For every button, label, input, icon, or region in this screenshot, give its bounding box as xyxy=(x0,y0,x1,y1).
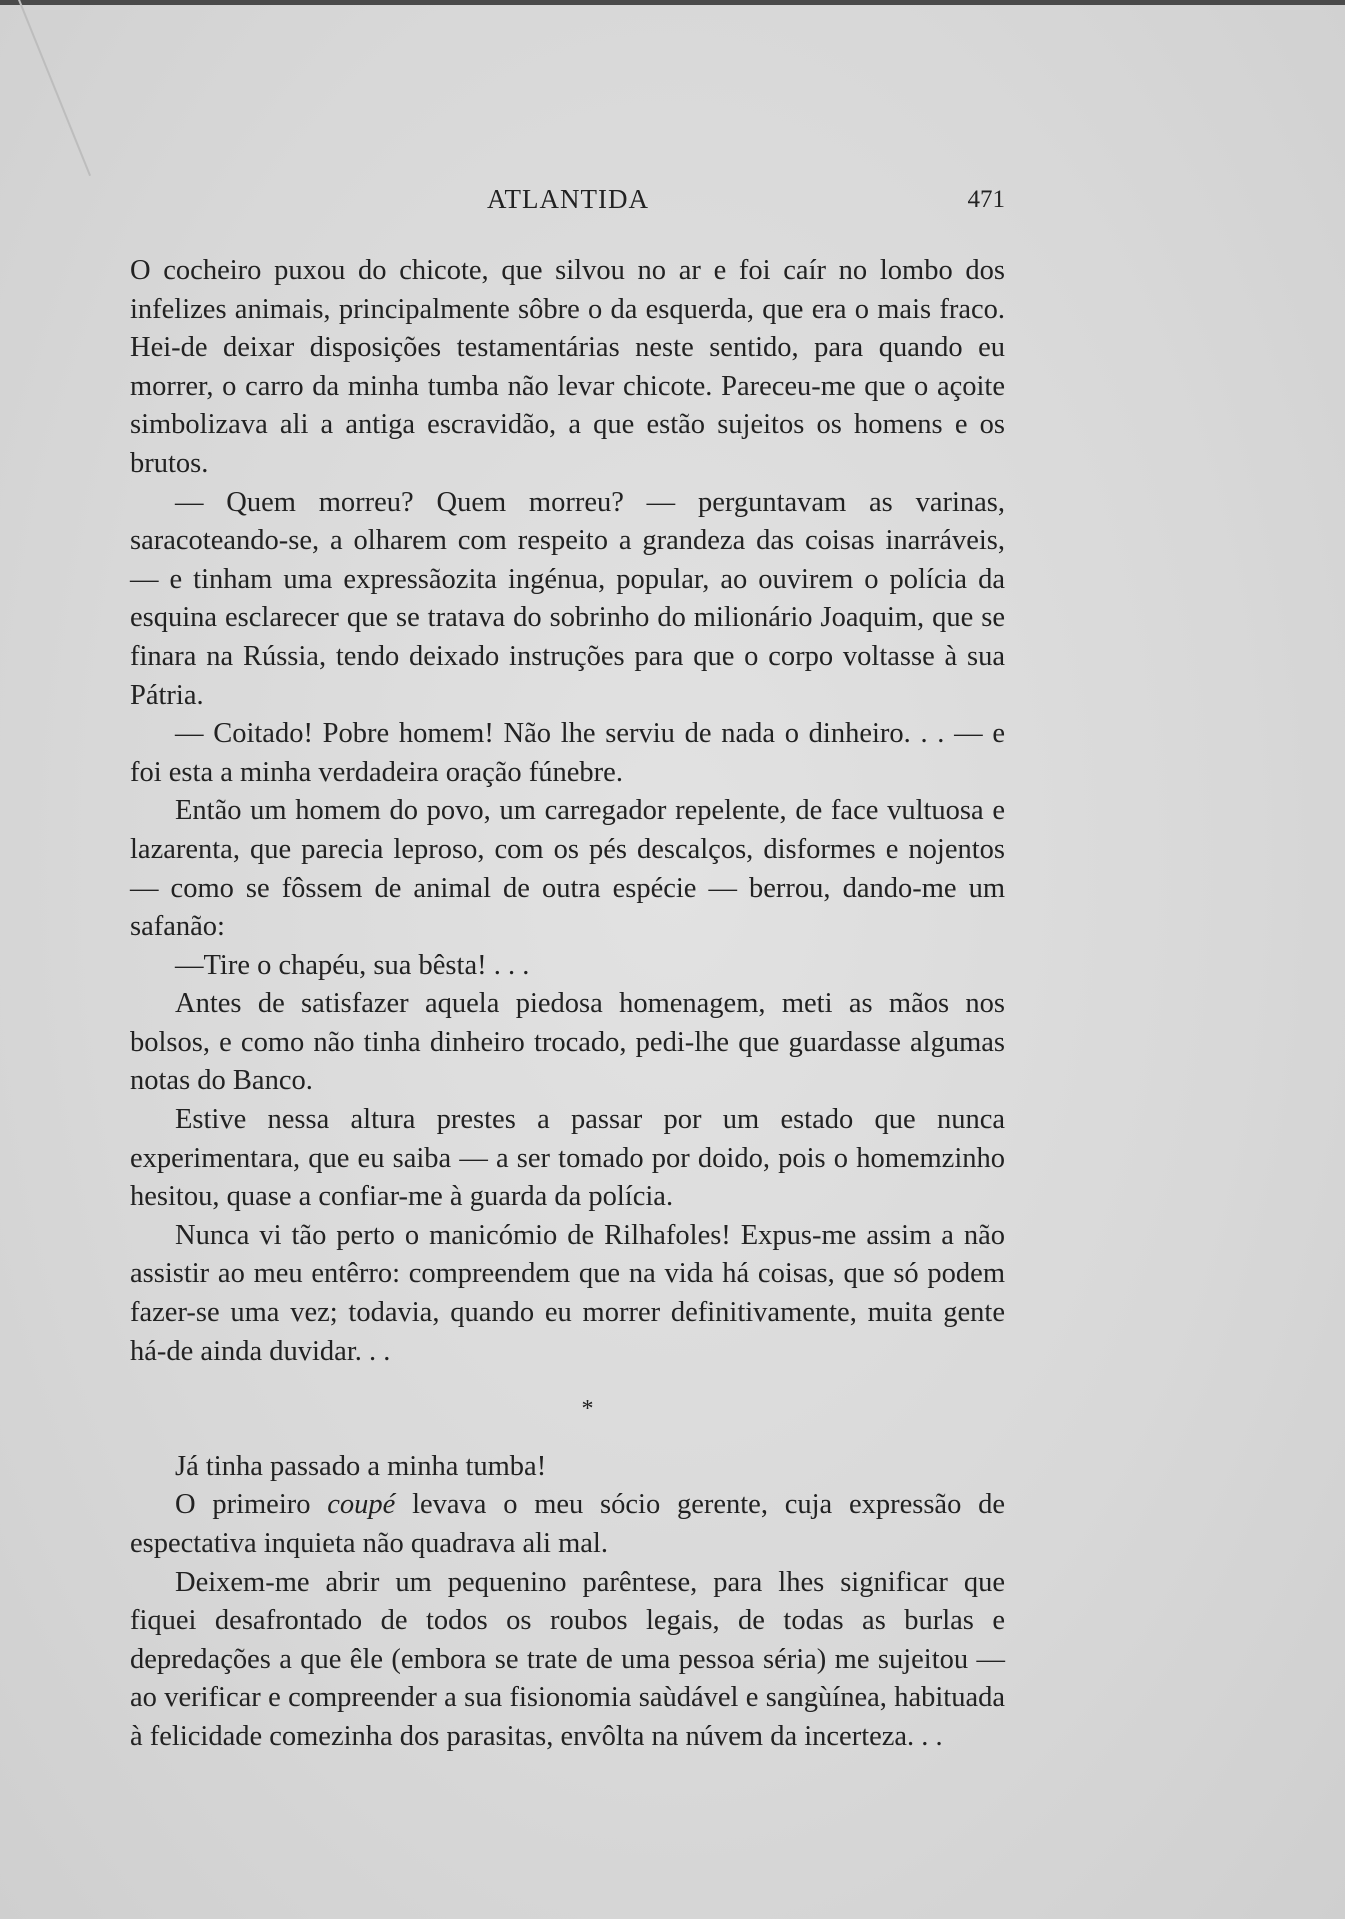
page-top-edge xyxy=(0,0,1345,5)
page-number: 471 xyxy=(967,186,1005,213)
paragraph: Antes de satisfazer aquela piedosa homenagem, meti as mãos nos bolsos, e como não tinha dinheiro trocado, pedi-lhe que guardasse algumas notas do Banco. xyxy=(130,988,1005,1097)
running-title: ATLANTIDA xyxy=(487,184,649,214)
paragraph: O cocheiro puxou do chicote, que silvou no ar e foi caír no lombo dos infelizes animais, principalmente sôbre o da esquerda, que era o mais fraco. Hei-de deixar disposições testamentárias neste sentido, para quando eu morrer, o carro da minha tumba não levar chicote. Pareceu-me que o açoite simbolizava ali a antiga escravidão, a que estão sujeitos os homens e os brutos. xyxy=(130,255,1005,479)
italic-term: coupé xyxy=(327,1489,396,1521)
paragraph xyxy=(130,1486,1005,1563)
section-gap xyxy=(130,1429,1005,1448)
paragraph: Então um homem do povo, um carregador repelente, de face vultuosa e lazarenta, que parecia leproso, com os pés descalços, disformes e nojentos — como se fôssem de animal de outra espécie — berrou, dando-me um safanão: xyxy=(130,795,1005,943)
paragraph: — Quem morreu? Quem morreu? — perguntavam as varinas, saracoteando-se, a olharem com respeito a grandeza das coisas inarráveis, — e tinham uma expressãozita ingénua, popular, ao ouvirem o polícia da esquina esclarecer que se tratava do sobrinho do milionário Joaquim, que se finara na Rússia, tendo deixado instruções para que o corpo voltasse à sua Pátria. xyxy=(130,486,1005,711)
paragraph: Nunca vi tão perto o manicómio de Rilhafoles! Expus-me assim a não assistir ao meu entêrro: compreendem que na vida há coisas, que só podem fazer-se uma vez; todavia, quando eu morrer definitivamente, muita gente há-de ainda duvidar. . . xyxy=(130,1219,1005,1367)
paragraph: — Coitado! Pobre homem! Não lhe serviu de nada o dinheiro. . . — e foi esta a minha verdadeira oração fúnebre. xyxy=(130,718,1005,788)
page-header xyxy=(130,184,1005,224)
text-run: levava o meu sócio gerente, cuja expressão de espectativa inquieta não quadrava ali mal. xyxy=(130,1489,1005,1559)
body-text xyxy=(130,252,1005,1757)
paragraph: Deixem-me abrir um pequenino parêntese, para lhes significar que fiquei desafrontado de todos os roubos legais, de todas as burlas e depredações a que êle (embora se trate de uma pessoa séria) me sujeitou — ao verificar e compreender a sua fisionomia saùdável e sangùínea, habituada à felicidade comezinha dos parasitas, envôlta na núvem da incerteza. . . xyxy=(130,1566,1005,1752)
paragraph: —Tire o chapéu, sua bêsta! . . . xyxy=(175,949,530,981)
paragraph: Estive nessa altura prestes a passar por um estado que nunca experimentara, que eu saiba — a ser tomado por doido, pois o homemzinho hesitou, quase a confiar-me à guarda da polícia. xyxy=(130,1104,1005,1213)
text-run: O primeiro xyxy=(175,1489,328,1521)
page-crease xyxy=(18,0,91,176)
section-separator: * xyxy=(581,1396,594,1423)
paragraph: Já tinha passado a minha tumba! xyxy=(175,1450,547,1482)
